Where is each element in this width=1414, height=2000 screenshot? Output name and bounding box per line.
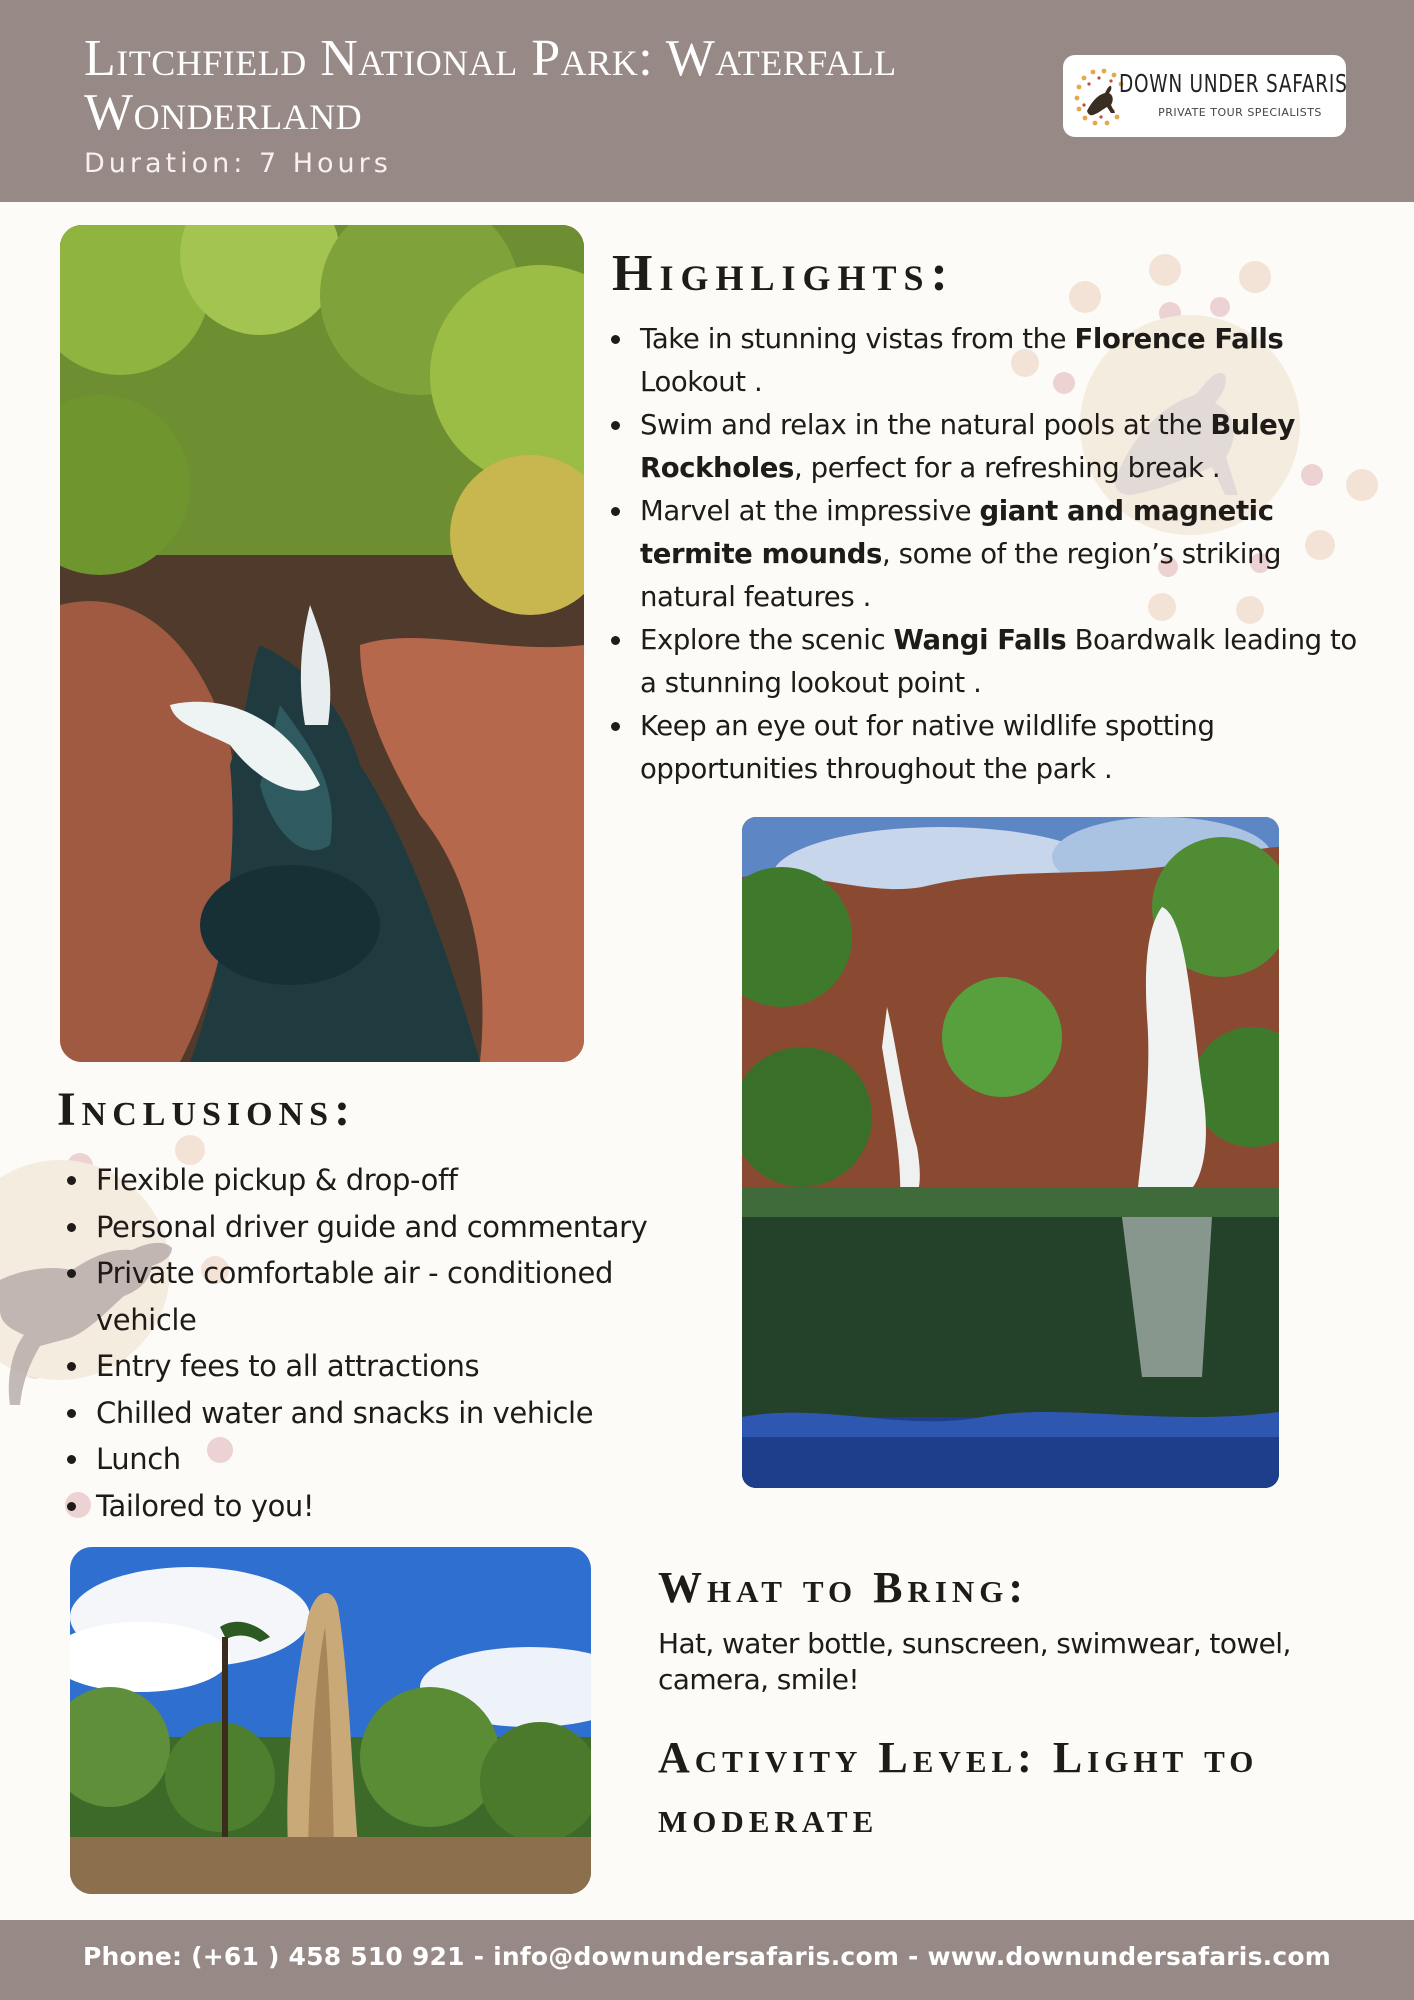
inclusion-item: Private comfortable air - conditioned vehicle xyxy=(63,1250,703,1343)
inclusions-list xyxy=(63,1157,703,1529)
inclusion-item: Entry fees to all attractions xyxy=(63,1343,703,1390)
highlight-item: Swim and relax in the natural pools at the Buley Rockholes, perfect for a refreshing break . xyxy=(607,404,1367,490)
highlight-item: Keep an eye out for native wildlife spotting opportunities throughout the park . xyxy=(607,705,1367,791)
inclusion-item: Chilled water and snacks in vehicle xyxy=(63,1390,703,1437)
header-bar xyxy=(0,0,1414,202)
photo-buley-rockholes xyxy=(60,225,584,1062)
company-logo[interactable] xyxy=(1063,55,1346,137)
logo-name: DOWN UNDER SAFARIS xyxy=(1119,69,1348,98)
what-to-bring-heading: What to Bring: xyxy=(658,1563,1029,1612)
inclusion-item: Lunch xyxy=(63,1436,703,1483)
inclusions-heading: Inclusions: xyxy=(57,1083,357,1136)
highlights-list xyxy=(607,318,1367,791)
activity-level-heading: Activity Level: Light to moderate xyxy=(658,1733,1259,1842)
what-to-bring-text: Hat, water bottle, sunscreen, swimwear, towel, camera, smile! xyxy=(658,1627,1291,1696)
highlights-heading: Highlights: xyxy=(612,245,955,302)
inclusion-item: Tailored to you! xyxy=(63,1483,703,1530)
tour-duration: Duration: 7 Hours xyxy=(84,148,392,179)
photo-termite-mound xyxy=(70,1547,591,1894)
photo-wangi-falls xyxy=(742,817,1279,1488)
page-title: Litchfield National Park: Waterfall Wonderland xyxy=(84,30,897,141)
footer-bar xyxy=(0,1920,1414,2000)
inclusion-item: Flexible pickup & drop-off xyxy=(63,1157,703,1204)
highlight-item: Explore the scenic Wangi Falls Boardwalk leading to a stunning lookout point . xyxy=(607,619,1367,705)
highlight-item: Take in stunning vistas from the Florence Falls Lookout . xyxy=(607,318,1367,404)
logo-tagline: PRIVATE TOUR SPECIALISTS xyxy=(1158,106,1322,119)
highlight-item: Marvel at the impressive giant and magnetic termite mounds, some of the region’s striking natural features . xyxy=(607,490,1367,619)
inclusion-item: Personal driver guide and commentary xyxy=(63,1204,703,1251)
contact-info[interactable]: Phone: (+61 ) 458 510 921 - info@downundersafaris.com - www.downundersafaris.com xyxy=(83,1942,1331,1971)
